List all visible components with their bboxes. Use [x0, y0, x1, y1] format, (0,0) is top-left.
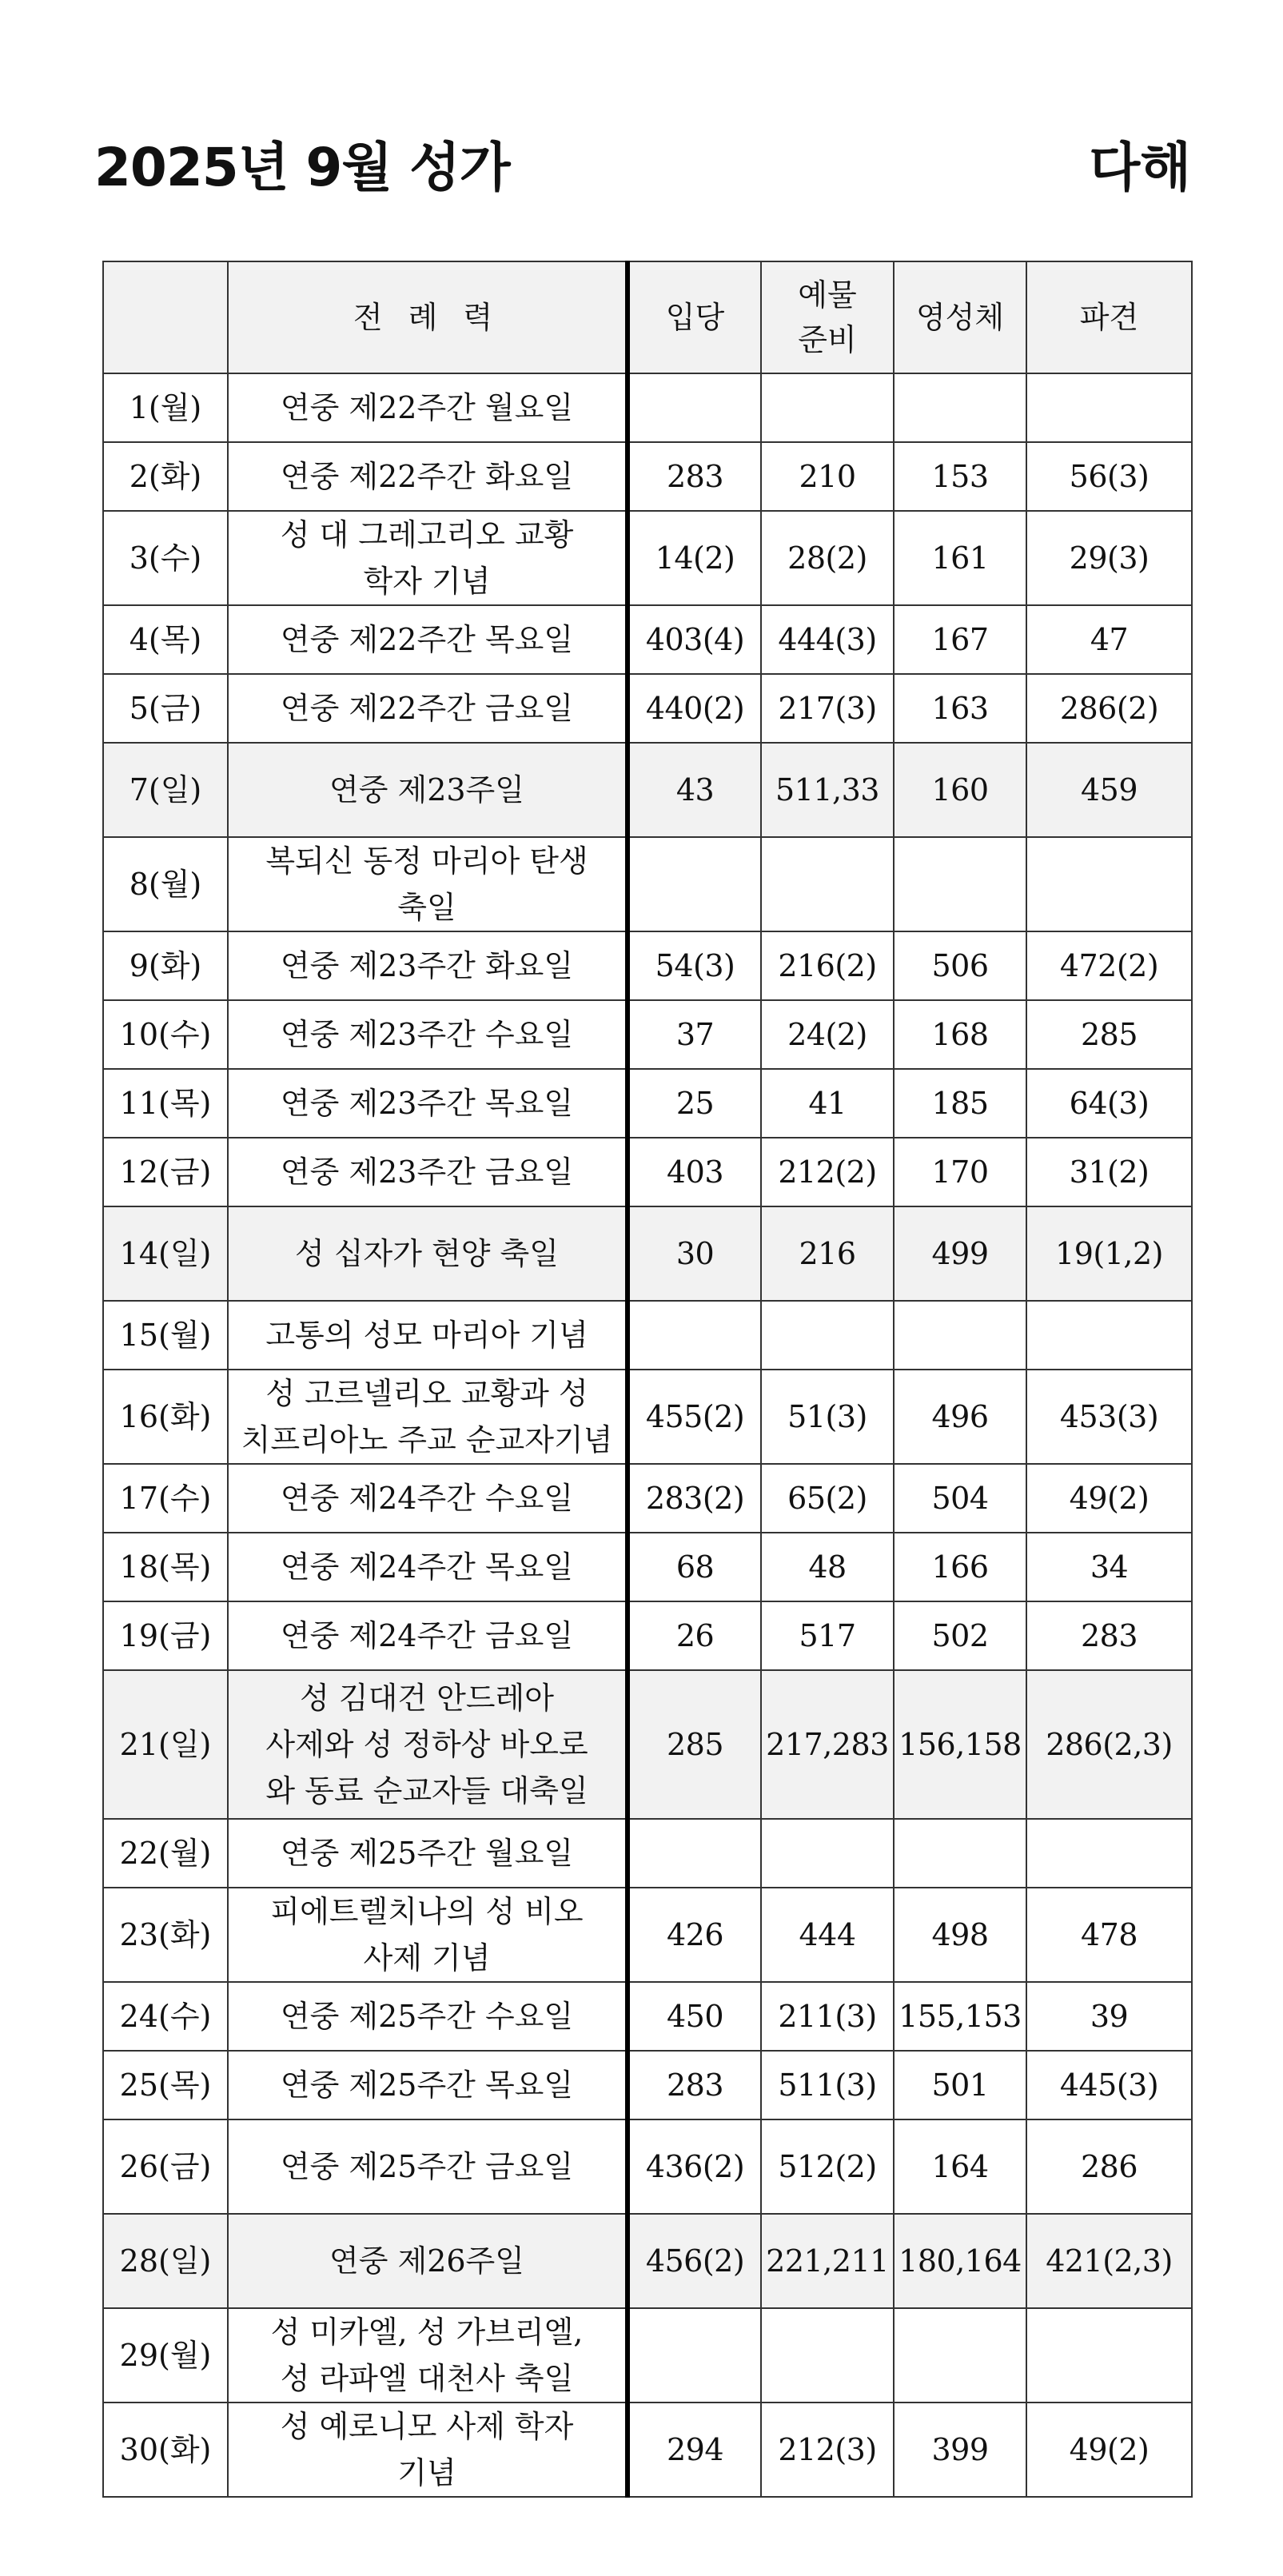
liturgy-cell [228, 1206, 628, 1301]
liturgy-cell [228, 1888, 628, 1982]
date-cell: 25(목) [103, 2051, 228, 2119]
date-cell: 22(월) [103, 1819, 228, 1888]
liturgy-cell [228, 2119, 628, 2214]
liturgy-cell [228, 2051, 628, 2119]
table-row [103, 1533, 1192, 1601]
liturgy-text: 연중 제25주간 목요일 [280, 2068, 574, 2103]
offertory-hymn-cell [761, 373, 894, 442]
sending-hymn-cell: 421(2,3) [1026, 2214, 1192, 2308]
offertory-hymn-cell [761, 2308, 894, 2403]
date-cell: 28(일) [103, 2214, 228, 2308]
offertory-hymn-cell: 65(2) [761, 1464, 894, 1533]
entrance-hymn-cell [628, 1301, 761, 1370]
date-cell: 14(일) [103, 1206, 228, 1301]
sending-hymn-cell: 49(2) [1026, 1464, 1192, 1533]
sending-hymn-cell: 453(3) [1026, 1370, 1192, 1464]
liturgy-text: 성 대 그레고리오 교황 학자 기념 [280, 517, 574, 599]
sending-hymn-cell: 478 [1026, 1888, 1192, 1982]
entrance-hymn-cell: 285 [628, 1670, 761, 1819]
offertory-hymn-cell: 221,211 [761, 2214, 894, 2308]
liturgy-cell [228, 1601, 628, 1670]
liturgy-cell [228, 1069, 628, 1138]
sending-hymn-cell [1026, 2308, 1192, 2403]
liturgy-text: 연중 제22주간 화요일 [280, 459, 574, 494]
liturgical-year-label: 다해 [1089, 137, 1191, 198]
communion-hymn-cell [894, 1819, 1026, 1888]
table-row [103, 837, 1192, 931]
date-cell: 4(목) [103, 605, 228, 674]
liturgy-text: 연중 제23주일 [329, 772, 524, 807]
liturgy-text: 피에트렐치나의 성 비오 사제 기념 [270, 1894, 584, 1976]
liturgy-cell [228, 1533, 628, 1601]
table-row [103, 1069, 1192, 1138]
liturgy-text: 연중 제24주간 목요일 [280, 1549, 574, 1585]
liturgy-cell [228, 674, 628, 743]
table-row [103, 1601, 1192, 1670]
date-cell: 21(일) [103, 1670, 228, 1819]
header-liturgical-calendar: 전 례 력 [228, 261, 628, 373]
liturgy-text: 연중 제22주간 목요일 [280, 622, 574, 657]
communion-hymn-cell: 153 [894, 442, 1026, 511]
header [94, 128, 1191, 208]
table-row [103, 1819, 1192, 1888]
communion-hymn-cell: 502 [894, 1601, 1026, 1670]
offertory-hymn-cell: 211(3) [761, 1982, 894, 2051]
date-cell: 11(목) [103, 1069, 228, 1138]
date-cell: 1(월) [103, 373, 228, 442]
table-row [103, 1000, 1192, 1069]
liturgy-cell [228, 743, 628, 837]
table-header-row [103, 261, 1192, 373]
date-cell: 16(화) [103, 1370, 228, 1464]
liturgy-cell [228, 1819, 628, 1888]
table-row [103, 1138, 1192, 1206]
offertory-hymn-cell: 511(3) [761, 2051, 894, 2119]
date-cell: 8(월) [103, 837, 228, 931]
sending-hymn-cell: 39 [1026, 1982, 1192, 2051]
liturgy-text: 연중 제25주간 월요일 [280, 1836, 574, 1871]
offertory-hymn-cell [761, 1301, 894, 1370]
communion-hymn-cell: 399 [894, 2403, 1026, 2497]
communion-hymn-cell: 168 [894, 1000, 1026, 1069]
liturgy-cell [228, 1301, 628, 1370]
entrance-hymn-cell [628, 2308, 761, 2403]
table-row [103, 2214, 1192, 2308]
table-row [103, 442, 1192, 511]
date-cell: 29(월) [103, 2308, 228, 2403]
communion-hymn-cell: 166 [894, 1533, 1026, 1601]
liturgy-text: 연중 제23주간 목요일 [280, 1086, 574, 1121]
entrance-hymn-cell: 440(2) [628, 674, 761, 743]
table-row [103, 743, 1192, 837]
offertory-hymn-cell: 512(2) [761, 2119, 894, 2214]
communion-hymn-cell [894, 2308, 1026, 2403]
liturgy-cell [228, 1982, 628, 2051]
liturgy-cell [228, 511, 628, 605]
liturgy-text: 성 예로니모 사제 학자 기념 [280, 2409, 574, 2490]
offertory-hymn-cell: 212(3) [761, 2403, 894, 2497]
sending-hymn-cell: 56(3) [1026, 442, 1192, 511]
liturgy-cell [228, 2308, 628, 2403]
liturgy-cell [228, 1670, 628, 1819]
date-cell: 19(금) [103, 1601, 228, 1670]
offertory-hymn-cell: 216(2) [761, 931, 894, 1000]
entrance-hymn-cell: 294 [628, 2403, 761, 2497]
communion-hymn-cell: 163 [894, 674, 1026, 743]
entrance-hymn-cell: 26 [628, 1601, 761, 1670]
table-row [103, 2308, 1192, 2403]
communion-hymn-cell: 160 [894, 743, 1026, 837]
liturgy-text: 연중 제24주간 수요일 [280, 1481, 574, 1516]
liturgy-cell [228, 2403, 628, 2497]
offertory-hymn-cell: 444(3) [761, 605, 894, 674]
table-row [103, 1206, 1192, 1301]
liturgy-text: 연중 제22주간 월요일 [280, 390, 574, 425]
hymn-schedule-table [102, 261, 1193, 2498]
communion-hymn-cell: 156,158 [894, 1670, 1026, 1819]
date-cell: 7(일) [103, 743, 228, 837]
sending-hymn-cell: 459 [1026, 743, 1192, 837]
header-entrance: 입당 [628, 261, 761, 373]
communion-hymn-cell: 506 [894, 931, 1026, 1000]
sending-hymn-cell: 64(3) [1026, 1069, 1192, 1138]
entrance-hymn-cell: 25 [628, 1069, 761, 1138]
liturgy-cell [228, 1000, 628, 1069]
sending-hymn-cell [1026, 373, 1192, 442]
sending-hymn-cell: 472(2) [1026, 931, 1192, 1000]
entrance-hymn-cell: 455(2) [628, 1370, 761, 1464]
offertory-hymn-cell: 216 [761, 1206, 894, 1301]
sending-hymn-cell: 286 [1026, 2119, 1192, 2214]
communion-hymn-cell: 170 [894, 1138, 1026, 1206]
liturgy-cell [228, 373, 628, 442]
communion-hymn-cell [894, 1301, 1026, 1370]
entrance-hymn-cell: 456(2) [628, 2214, 761, 2308]
entrance-hymn-cell: 68 [628, 1533, 761, 1601]
table-row [103, 373, 1192, 442]
sending-hymn-cell: 286(2) [1026, 674, 1192, 743]
entrance-hymn-cell: 403 [628, 1138, 761, 1206]
liturgy-cell [228, 2214, 628, 2308]
communion-hymn-cell: 155,153 [894, 1982, 1026, 2051]
date-cell: 24(수) [103, 1982, 228, 2051]
offertory-hymn-cell: 41 [761, 1069, 894, 1138]
communion-hymn-cell: 180,164 [894, 2214, 1026, 2308]
offertory-hymn-cell: 511,33 [761, 743, 894, 837]
entrance-hymn-cell: 283 [628, 2051, 761, 2119]
table-row [103, 1464, 1192, 1533]
liturgy-text: 연중 제22주간 금요일 [280, 691, 574, 726]
liturgy-cell [228, 837, 628, 931]
offertory-hymn-cell: 24(2) [761, 1000, 894, 1069]
liturgy-cell [228, 1370, 628, 1464]
offertory-hymn-cell: 210 [761, 442, 894, 511]
communion-hymn-cell: 504 [894, 1464, 1026, 1533]
sending-hymn-cell [1026, 837, 1192, 931]
date-cell: 26(금) [103, 2119, 228, 2214]
liturgy-cell [228, 605, 628, 674]
offertory-hymn-cell: 217(3) [761, 674, 894, 743]
liturgy-text: 성 십자가 현양 축일 [295, 1236, 559, 1271]
offertory-hymn-cell: 212(2) [761, 1138, 894, 1206]
liturgy-cell [228, 1138, 628, 1206]
entrance-hymn-cell: 14(2) [628, 511, 761, 605]
sending-hymn-cell [1026, 1301, 1192, 1370]
communion-hymn-cell: 164 [894, 2119, 1026, 2214]
liturgy-text: 성 미카엘, 성 가브리엘, 성 라파엘 대천사 축일 [270, 2315, 584, 2396]
sending-hymn-cell: 49(2) [1026, 2403, 1192, 2497]
offertory-hymn-cell: 51(3) [761, 1370, 894, 1464]
entrance-hymn-cell: 283(2) [628, 1464, 761, 1533]
liturgy-cell [228, 1464, 628, 1533]
liturgy-text: 연중 제25주간 금요일 [280, 2149, 574, 2184]
table-row [103, 1888, 1192, 1982]
table-row [103, 511, 1192, 605]
entrance-hymn-cell: 43 [628, 743, 761, 837]
offertory-hymn-cell: 48 [761, 1533, 894, 1601]
page-title: 2025년 9월 성가 [94, 137, 510, 198]
header-date [103, 261, 228, 373]
communion-hymn-cell: 499 [894, 1206, 1026, 1301]
table-row [103, 1370, 1192, 1464]
table-row [103, 1301, 1192, 1370]
date-cell: 23(화) [103, 1888, 228, 1982]
entrance-hymn-cell [628, 373, 761, 442]
offertory-hymn-cell: 444 [761, 1888, 894, 1982]
date-cell: 2(화) [103, 442, 228, 511]
table-row [103, 1982, 1192, 2051]
offertory-hymn-cell: 28(2) [761, 511, 894, 605]
communion-hymn-cell: 498 [894, 1888, 1026, 1982]
date-cell: 10(수) [103, 1000, 228, 1069]
entrance-hymn-cell: 450 [628, 1982, 761, 2051]
entrance-hymn-cell [628, 1819, 761, 1888]
liturgy-text: 연중 제24주간 금요일 [280, 1618, 574, 1653]
sending-hymn-cell: 31(2) [1026, 1138, 1192, 1206]
date-cell: 15(월) [103, 1301, 228, 1370]
liturgy-text: 연중 제25주간 수요일 [280, 1999, 574, 2034]
entrance-hymn-cell: 436(2) [628, 2119, 761, 2214]
sending-hymn-cell: 29(3) [1026, 511, 1192, 605]
entrance-hymn-cell: 283 [628, 442, 761, 511]
communion-hymn-cell: 161 [894, 511, 1026, 605]
offertory-hymn-cell [761, 1819, 894, 1888]
liturgy-text: 연중 제23주간 화요일 [280, 948, 574, 983]
table-row [103, 2403, 1192, 2497]
header-offertory: 예물 준비 [761, 261, 894, 373]
entrance-hymn-cell: 54(3) [628, 931, 761, 1000]
header-sending: 파견 [1026, 261, 1192, 373]
offertory-hymn-cell: 217,283 [761, 1670, 894, 1819]
offertory-hymn-cell [761, 837, 894, 931]
date-cell: 12(금) [103, 1138, 228, 1206]
liturgy-text: 연중 제23주간 금요일 [280, 1154, 574, 1190]
communion-hymn-cell: 167 [894, 605, 1026, 674]
sending-hymn-cell: 286(2,3) [1026, 1670, 1192, 1819]
table-row [103, 605, 1192, 674]
entrance-hymn-cell: 37 [628, 1000, 761, 1069]
liturgy-text: 복되신 동정 마리아 탄생 축일 [265, 843, 588, 925]
entrance-hymn-cell: 403(4) [628, 605, 761, 674]
table-row [103, 2051, 1192, 2119]
header-communion: 영성체 [894, 261, 1026, 373]
entrance-hymn-cell: 426 [628, 1888, 761, 1982]
communion-hymn-cell: 496 [894, 1370, 1026, 1464]
communion-hymn-cell [894, 373, 1026, 442]
sending-hymn-cell: 47 [1026, 605, 1192, 674]
sending-hymn-cell [1026, 1819, 1192, 1888]
communion-hymn-cell: 185 [894, 1069, 1026, 1138]
liturgy-text: 고통의 성모 마리아 기념 [265, 1318, 588, 1353]
liturgy-text: 성 김대건 안드레아 사제와 성 정하상 바오로 와 동료 순교자들 대축일 [265, 1681, 588, 1808]
table-row [103, 674, 1192, 743]
table-row [103, 2119, 1192, 2214]
date-cell: 17(수) [103, 1464, 228, 1533]
liturgy-cell [228, 442, 628, 511]
table-row [103, 931, 1192, 1000]
entrance-hymn-cell [628, 837, 761, 931]
entrance-hymn-cell: 30 [628, 1206, 761, 1301]
sending-hymn-cell: 34 [1026, 1533, 1192, 1601]
communion-hymn-cell [894, 837, 1026, 931]
sending-hymn-cell: 445(3) [1026, 2051, 1192, 2119]
date-cell: 3(수) [103, 511, 228, 605]
liturgy-text: 연중 제26주일 [329, 2243, 524, 2279]
liturgy-text: 연중 제23주간 수요일 [280, 1017, 574, 1052]
liturgy-cell [228, 931, 628, 1000]
date-cell: 9(화) [103, 931, 228, 1000]
date-cell: 30(화) [103, 2403, 228, 2497]
sending-hymn-cell: 283 [1026, 1601, 1192, 1670]
date-cell: 18(목) [103, 1533, 228, 1601]
sending-hymn-cell: 285 [1026, 1000, 1192, 1069]
sending-hymn-cell: 19(1,2) [1026, 1206, 1192, 1301]
table-row [103, 1670, 1192, 1819]
date-cell: 5(금) [103, 674, 228, 743]
communion-hymn-cell: 501 [894, 2051, 1026, 2119]
liturgy-text: 성 고르넬리오 교황과 성 치프리아노 주교 순교자기념 [241, 1376, 613, 1457]
offertory-hymn-cell: 517 [761, 1601, 894, 1670]
